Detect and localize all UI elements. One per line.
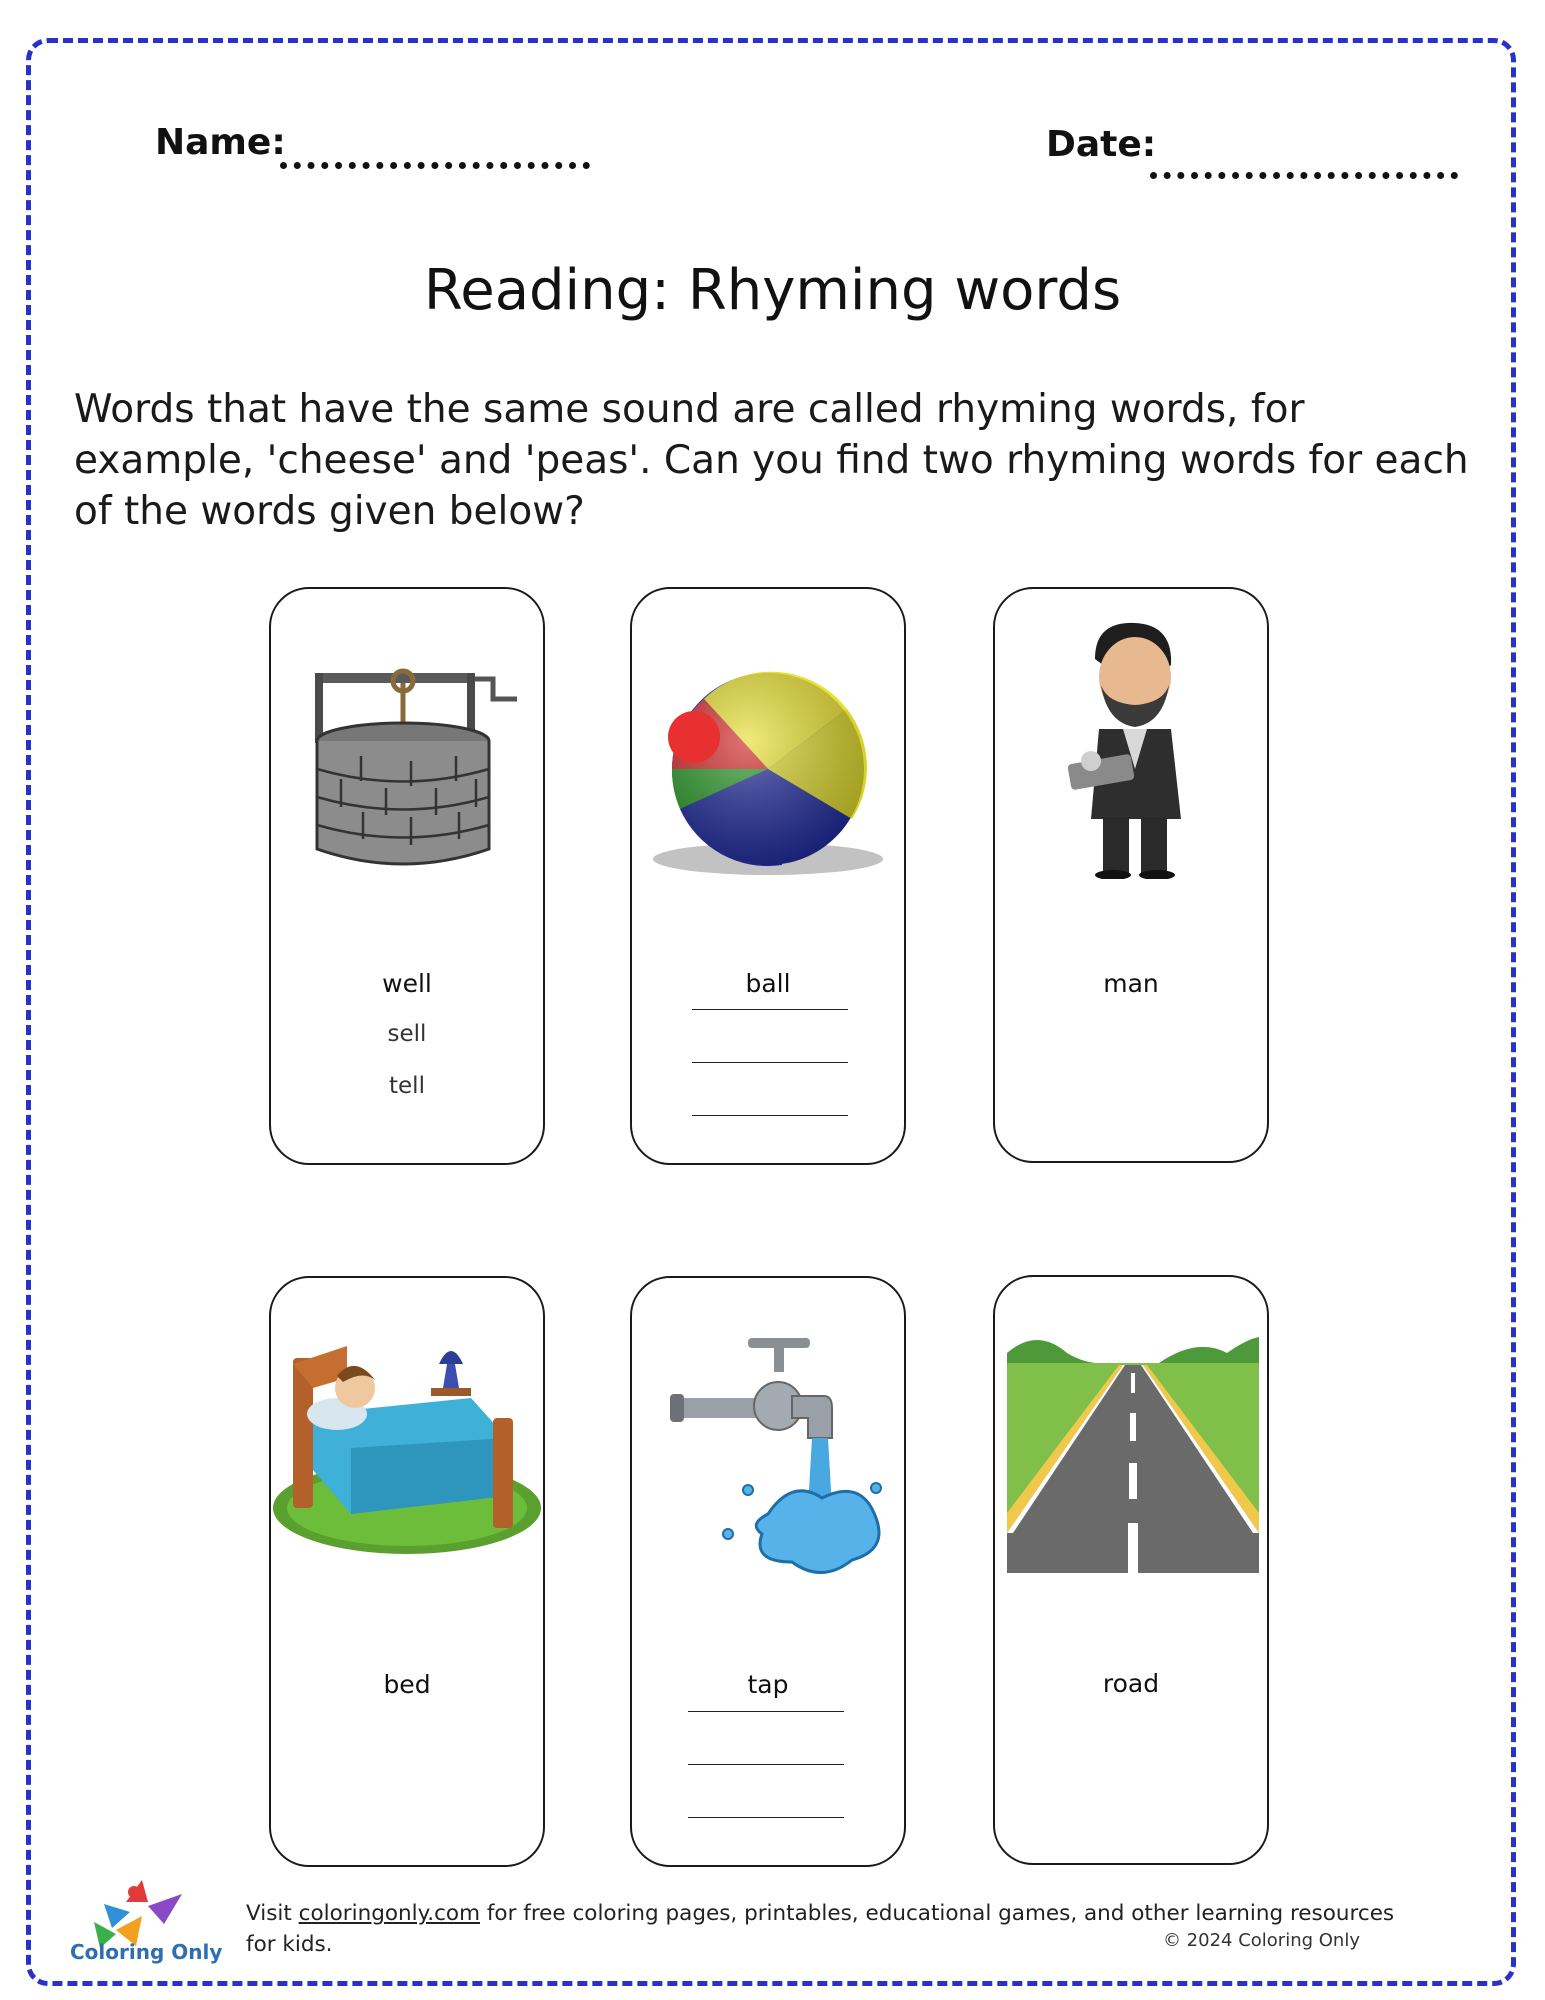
footer-rest: for free coloring pages, printables, educational games, and other learning resources for kids. [246, 1901, 1395, 1957]
answer-line[interactable] [692, 1062, 848, 1063]
card-road [993, 1275, 1269, 1865]
page-title: Reading: Rhyming words [423, 258, 1122, 323]
answer-line[interactable] [688, 1817, 844, 1818]
card-word: bed [383, 1670, 431, 1699]
tap-icon [632, 1338, 904, 1598]
card-bed [269, 1276, 545, 1867]
card-word: tap [747, 1670, 789, 1699]
card-word: well [382, 969, 432, 998]
answer-line[interactable] [688, 1764, 844, 1765]
website-link[interactable]: coloringonly.com [298, 1901, 481, 1926]
card-word: road [1102, 1669, 1160, 1698]
rhyme-answer: tell [389, 1073, 425, 1099]
road-icon [1007, 1333, 1259, 1573]
copyright-text: © 2024 Coloring Only [1162, 1930, 1360, 1951]
answer-line[interactable] [692, 1115, 848, 1116]
date-field[interactable] [1150, 172, 1458, 179]
card-word: man [1103, 969, 1159, 998]
date-label: Date: [1046, 124, 1157, 165]
card-word: ball [745, 969, 791, 998]
card-tap [630, 1276, 906, 1867]
answer-line[interactable] [688, 1711, 844, 1712]
ball-icon [632, 629, 904, 889]
footer-visit: Visit [246, 1901, 299, 1926]
answer-line[interactable] [692, 1009, 848, 1010]
rhyme-answer: sell [387, 1021, 427, 1047]
card-well [269, 587, 545, 1165]
bed-icon [271, 1318, 543, 1578]
instructions-text: Words that have the same sound are called rhyming words, for example, 'cheese' and 'peas'. Can you find two rhyming words for each of the words given below? [74, 387, 1469, 534]
man-icon [995, 619, 1267, 879]
name-label: Name: [155, 122, 286, 163]
name-field[interactable] [280, 162, 590, 169]
card-man [993, 587, 1269, 1163]
well-icon [271, 629, 543, 889]
card-ball [630, 587, 906, 1165]
logo-text: Coloring Only [70, 1940, 223, 1964]
